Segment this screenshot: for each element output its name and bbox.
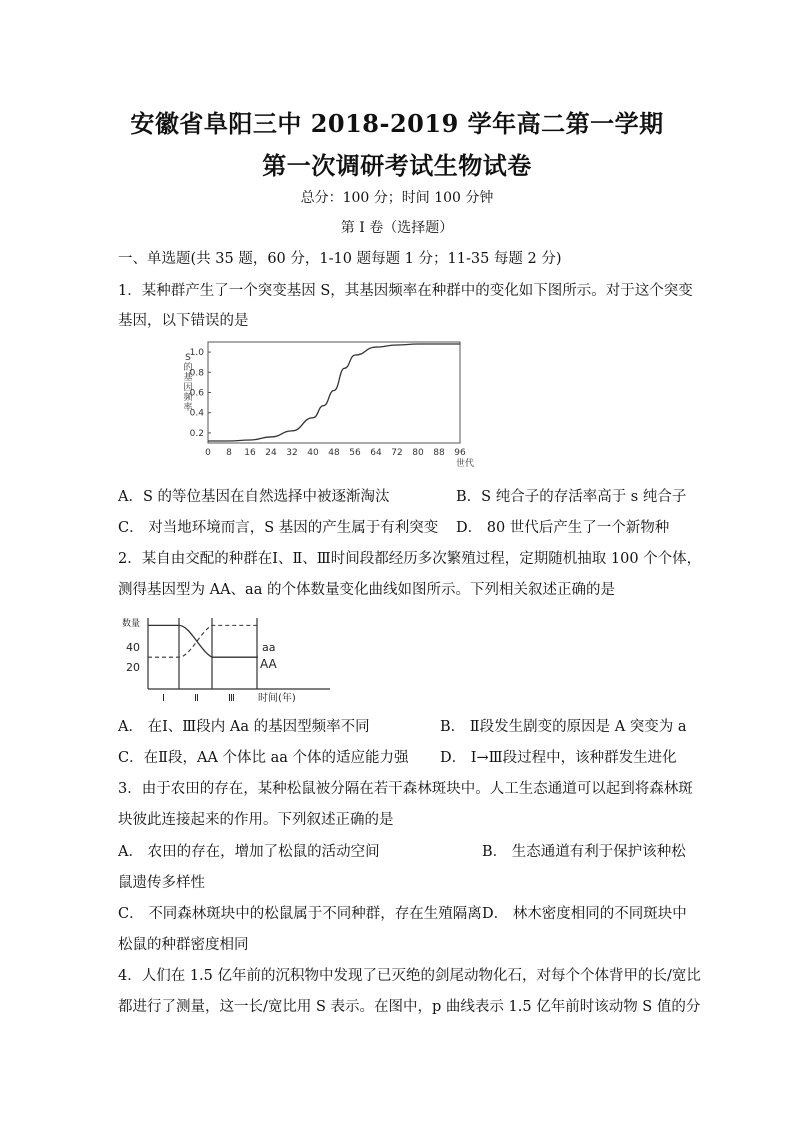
figure-1-xtick-label: 0 <box>205 448 211 458</box>
question-1-option-c: C． 对当地环境而言，S 基因的产生属于有利突变 <box>118 520 439 536</box>
figure-1-xtick-label: 40 <box>307 448 319 458</box>
figure-1-ytick-label: 0.8 <box>189 368 204 379</box>
question-1-option-b: B．S 纯合子的存活率高于 s 纯合子 <box>456 489 687 505</box>
figure-1-xtick-label: 72 <box>391 448 403 458</box>
question-1-option-d: D． 80 世代后产生了一个新物种 <box>456 520 670 536</box>
figure-1-xtick-label: 80 <box>412 448 424 458</box>
figure-1-xtick-label: 96 <box>454 448 466 458</box>
figure-1-xtick-label: 56 <box>349 448 361 458</box>
question-1-option-a: A．S 的等位基因在自然选择中被逐渐淘汰 <box>118 489 390 505</box>
section-heading: 一、单选题(共 35 题，60 分，1-10 题每题 1 分；11-35 每题 2 分) <box>118 251 562 267</box>
figure-1-x-label: 世代 <box>456 459 475 469</box>
question-2-stem-line2: 测得基因型为 AA、aa 的个体数量变化曲线如图所示。下列相关叙述正确的是 <box>118 582 615 598</box>
question-4-stem-line1: 4．人们在 1.5 亿年前的沉积物中发现了已灭绝的剑尾动物化石，对每个个体背甲的长/宽比 <box>118 968 701 984</box>
figure-1-chart <box>168 332 478 472</box>
figure-1-y-label: S 的基因频率 <box>183 353 193 413</box>
question-2-stem-line1: 2．某自由交配的种群在Ⅰ、Ⅱ、Ⅲ时间段都经历多次繁殖过程，定期随机抽取 100 个个体， <box>118 551 702 567</box>
question-3-option-d: D． 林木密度相同的不同斑块中 <box>482 906 687 922</box>
question-1-stem-line1: 1．某种群产生了一个突变基因 S，其基因频率在种群中的变化如下图所示。对于这个突变 <box>118 283 693 299</box>
figure-2-series-AA-label: AA <box>260 657 277 671</box>
exam-title-line1: 安徽省阜阳三中 2018-2019 学年高二第一学期 <box>130 109 664 138</box>
figure-1-xtick-label: 48 <box>328 448 340 458</box>
figure-2-chart <box>118 612 338 704</box>
figure-2-period-3: Ⅲ <box>228 693 235 704</box>
figure-1-ytick-label: 1.0 <box>189 348 204 359</box>
question-3-option-a: A． 农田的存在，增加了松鼠的活动空间 <box>118 844 380 860</box>
figure-1-xtick-label: 88 <box>433 448 445 458</box>
figure-2-ytick-40: 40 <box>126 641 140 654</box>
question-2-option-a: A． 在Ⅰ、Ⅲ段内 Aa 的基因型频率不同 <box>118 719 370 735</box>
figure-2-AA-line <box>148 625 258 657</box>
figure-1-xtick-label: 64 <box>370 448 382 458</box>
question-3-option-b: B． 生态通道有利于保护该种松 <box>482 844 686 860</box>
part-label: 第 I 卷（选择题） <box>340 220 454 236</box>
figure-2-period-1: Ⅰ <box>162 693 165 704</box>
figure-1-xtick-label: 16 <box>244 448 256 458</box>
figure-2-period-2: Ⅱ <box>194 693 199 704</box>
exam-title-line2: 第一次调研考试生物试卷 <box>262 151 532 180</box>
figure-1-ytick-label: 0.6 <box>189 388 204 399</box>
question-3-option-c: C． 不同森林斑块中的松鼠属于不同种群，存在生殖隔离 <box>118 906 482 922</box>
figure-2-series-aa-label: aa <box>262 641 276 654</box>
question-4-stem-line2: 都进行了测量，这一长/宽比用 S 表示。在图中，p 曲线表示 1.5 亿年前时该动物 S 值的分 <box>118 999 701 1015</box>
exam-meta: 总分：100 分；时间 100 分钟 <box>300 190 494 206</box>
question-3-stem-line2: 块彼此连接起来的作用。下列叙述正确的是 <box>118 812 394 828</box>
question-3-stem-line1: 3．由于农田的存在，某种松鼠被分隔在若干森林斑块中。人工生态通道可以起到将森林斑 <box>118 781 693 797</box>
question-2-option-b: B． Ⅱ段发生剧变的原因是 A 突变为 a <box>440 719 687 735</box>
figure-1-xtick-label: 24 <box>265 448 277 458</box>
figure-2-y-label: 数量 <box>122 619 141 629</box>
figure-2-ytick-20: 20 <box>126 661 140 674</box>
figure-2-aa-line <box>148 625 258 657</box>
figure-1-xtick-label: 8 <box>226 448 232 458</box>
figure-1-frequency-curve <box>208 344 460 441</box>
question-3-option-d-continued: 松鼠的种群密度相同 <box>118 937 249 953</box>
question-2-option-d: D． Ⅰ→Ⅲ段过程中，该种群发生进化 <box>440 750 677 766</box>
figure-1-ytick-label: 0.4 <box>189 408 204 419</box>
figure-1-ytick-label: 0.2 <box>189 428 204 439</box>
question-3-option-b-continued: 鼠遗传多样性 <box>118 875 205 891</box>
figure-2-x-label: 时间(年) <box>258 693 296 704</box>
question-1-stem-line2: 基因，以下错误的是 <box>118 313 249 329</box>
figure-1-plot-frame <box>208 342 460 443</box>
question-2-option-c: C．在Ⅱ段，AA 个体比 aa 个体的适应能力强 <box>118 750 409 766</box>
figure-1-xtick-label: 32 <box>286 448 298 458</box>
